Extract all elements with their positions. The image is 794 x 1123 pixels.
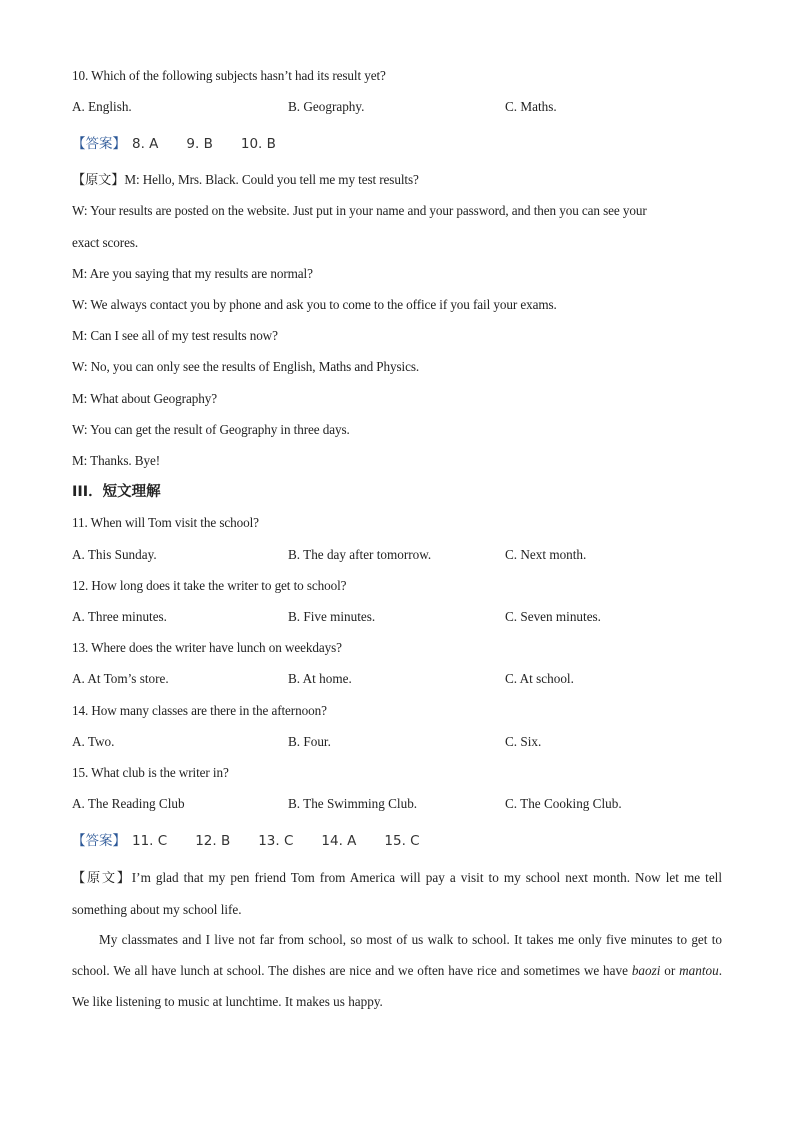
answer-item: 12. B <box>195 833 231 849</box>
transcript-line: W: We always contact you by phone and ask you to come to the office if you fail your exams. <box>72 297 557 312</box>
transcript-line: exact scores. <box>72 235 139 250</box>
question-13: 13. Where does the writer have lunch on weekdays? <box>72 640 342 655</box>
answer-item: 8. A <box>132 136 159 152</box>
option-a: A. The Reading Club <box>72 796 185 811</box>
answer-block-2 <box>72 832 442 850</box>
option-a: A. Two. <box>72 734 115 749</box>
answer-tag: 【答案】 <box>72 136 126 152</box>
option-c: C. Seven minutes. <box>505 609 601 624</box>
transcript-line: W: Your results are posted on the website. Just put in your name and your password, and then you can see your <box>72 203 647 218</box>
option-b: B. The Swimming Club. <box>288 796 418 811</box>
option-b: B. At home. <box>288 671 352 686</box>
answer-tag: 【答案】 <box>72 833 126 849</box>
option-b: B. The day after tomorrow. <box>288 547 432 562</box>
option-a: A. At Tom’s store. <box>72 671 169 686</box>
option-a: A. Three minutes. <box>72 609 167 624</box>
answer-item: 9. B <box>186 136 213 152</box>
answer-item: 15. C <box>384 833 420 849</box>
answer-block-1 <box>72 135 298 153</box>
option-c: C. The Cooking Club. <box>505 796 622 811</box>
question-15: 15. What club is the writer in? <box>72 765 229 780</box>
transcript-line: W: No, you can only see the results of English, Maths and Physics. <box>72 359 420 374</box>
answer-item: 13. C <box>258 833 294 849</box>
section-heading: III．短文理解 <box>72 484 161 500</box>
italic-word: baozi <box>631 963 661 978</box>
transcript-tag: 【原文】 <box>72 871 132 886</box>
italic-word: mantou <box>679 963 719 978</box>
option-b: B. Geography. <box>288 99 365 114</box>
answer-item: 11. C <box>132 833 168 849</box>
transcript-text: M: Hello, Mrs. Black. Could you tell me my test results? <box>124 172 419 187</box>
option-c: C. Maths. <box>505 99 557 114</box>
transcript-paragraph-1 <box>72 862 722 925</box>
transcript-text: I’m glad that my pen friend Tom from America will pay a visit to my school next month. Now let me tell something about my school life. <box>72 870 722 917</box>
transcript-line: M: Thanks. Bye! <box>72 453 160 468</box>
question-14: 14. How many classes are there in the afternoon? <box>72 703 327 718</box>
transcript-text: or <box>660 963 680 978</box>
option-a: A. This Sunday. <box>72 547 157 562</box>
transcript-line: M: Are you saying that my results are normal? <box>72 266 313 281</box>
transcript-line <box>72 171 419 190</box>
option-b: B. Five minutes. <box>288 609 376 624</box>
question-12: 12. How long does it take the writer to get to school? <box>72 578 347 593</box>
transcript-tag: 【原文】 <box>72 173 125 188</box>
option-b: B. Four. <box>288 734 331 749</box>
question-11: 11. When will Tom visit the school? <box>72 515 259 530</box>
answer-item: 14. A <box>321 833 357 849</box>
option-c: C. At school. <box>505 671 574 686</box>
option-a: A. English. <box>72 99 132 114</box>
transcript-text: My classmates and I live not far from school, so most of us walk to school. It takes me only five minutes to get to school. We all have lunch at school. The dishes are nice and we often have rice and sometimes we have <box>72 932 722 978</box>
answer-item: 10. B <box>240 136 276 152</box>
transcript-line: M: What about Geography? <box>72 391 217 406</box>
transcript-line: W: You can get the result of Geography in three days. <box>72 422 350 437</box>
transcript-paragraph-2 <box>72 924 722 1017</box>
transcript-line: M: Can I see all of my test results now? <box>72 328 278 343</box>
transcript-text: . We like listening to music at lunchtime. It makes us happy. <box>72 963 722 1009</box>
option-c: C. Next month. <box>505 547 587 562</box>
question-10: 10. Which of the following subjects hasn’t had its result yet? <box>72 68 386 83</box>
option-c: C. Six. <box>505 734 542 749</box>
